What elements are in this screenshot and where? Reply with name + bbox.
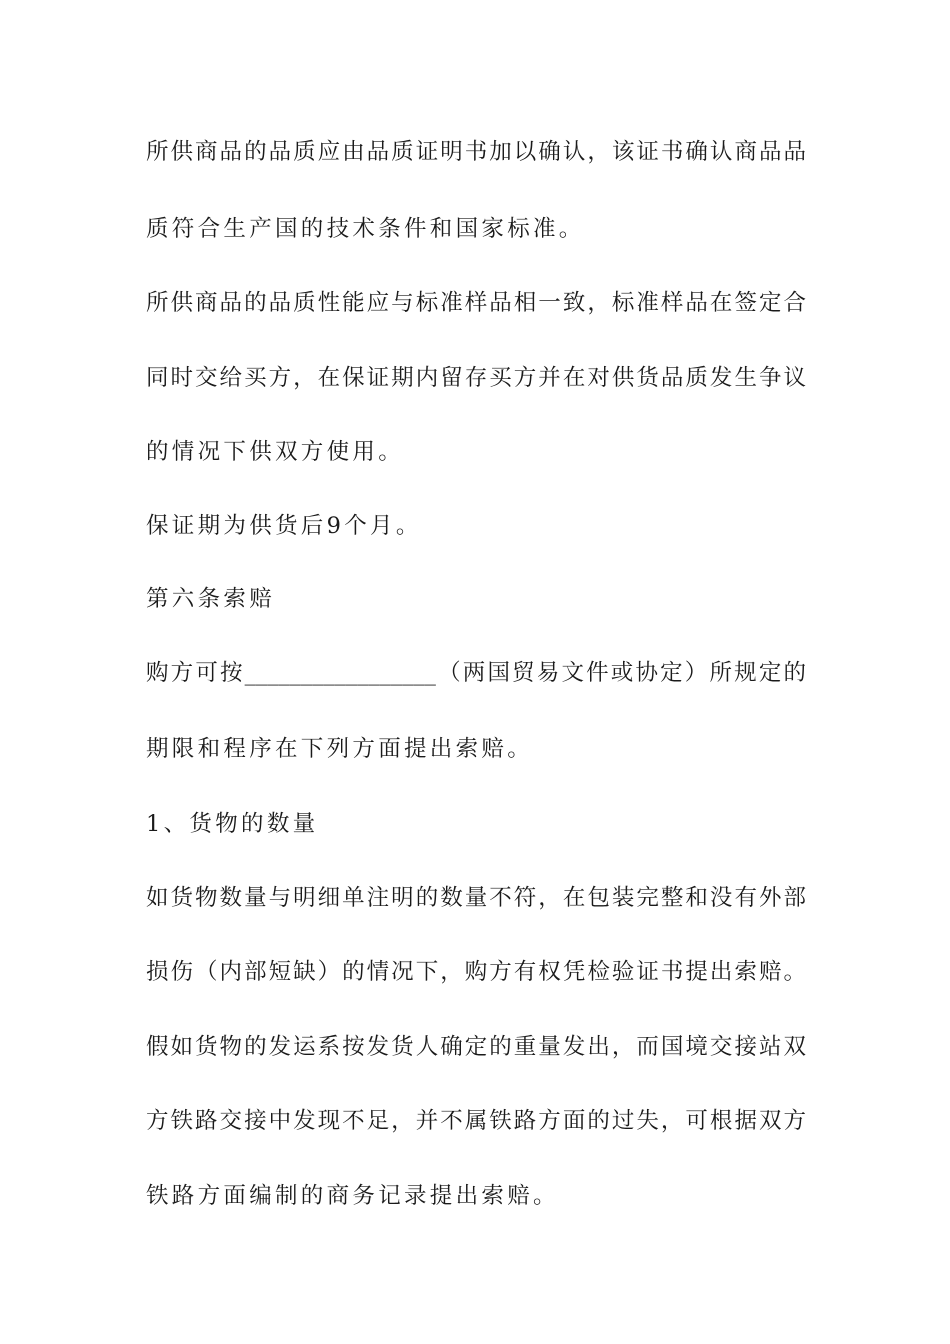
paragraph-line: 质符合生产国的技术条件和国家标准。 <box>146 216 585 242</box>
paragraph-line: 损伤（内部短缺）的情况下，购方有权凭检验证书提出索赔。 <box>146 959 806 985</box>
paragraph-line-with-blank: 购方可按_________________（两国贸易文件或协定）所规定的 <box>146 660 806 686</box>
paragraph-line: 同时交给买方，在保证期内留存买方并在对供货品质发生争议 <box>146 365 806 391</box>
paragraph-line: 铁路方面编制的商务记录提出索赔。 <box>146 1183 559 1209</box>
paragraph-line: 如货物数量与明细单注明的数量不符，在包装完整和没有外部 <box>146 885 806 911</box>
paragraph-line: 的情况下供双方使用。 <box>146 439 405 465</box>
section-heading: 第六条索赔 <box>146 586 276 612</box>
paragraph-line: 所供商品的品质性能应与标准样品相一致，标准样品在签定合 <box>146 290 806 316</box>
paragraph-line: 方铁路交接中发现不足，并不属铁路方面的过失，可根据双方 <box>146 1108 806 1134</box>
paragraph-line: 假如货物的发运系按发货人确定的重量发出，而国境交接站双 <box>146 1034 806 1060</box>
paragraph-line: 期限和程序在下列方面提出索赔。 <box>146 736 534 762</box>
subsection-heading: 1、货物的数量 <box>146 811 319 837</box>
paragraph-line: 保证期为供货后9个月。 <box>146 513 422 539</box>
paragraph-line: 所供商品的品质应由品质证明书加以确认，该证书确认商品品 <box>146 139 806 165</box>
